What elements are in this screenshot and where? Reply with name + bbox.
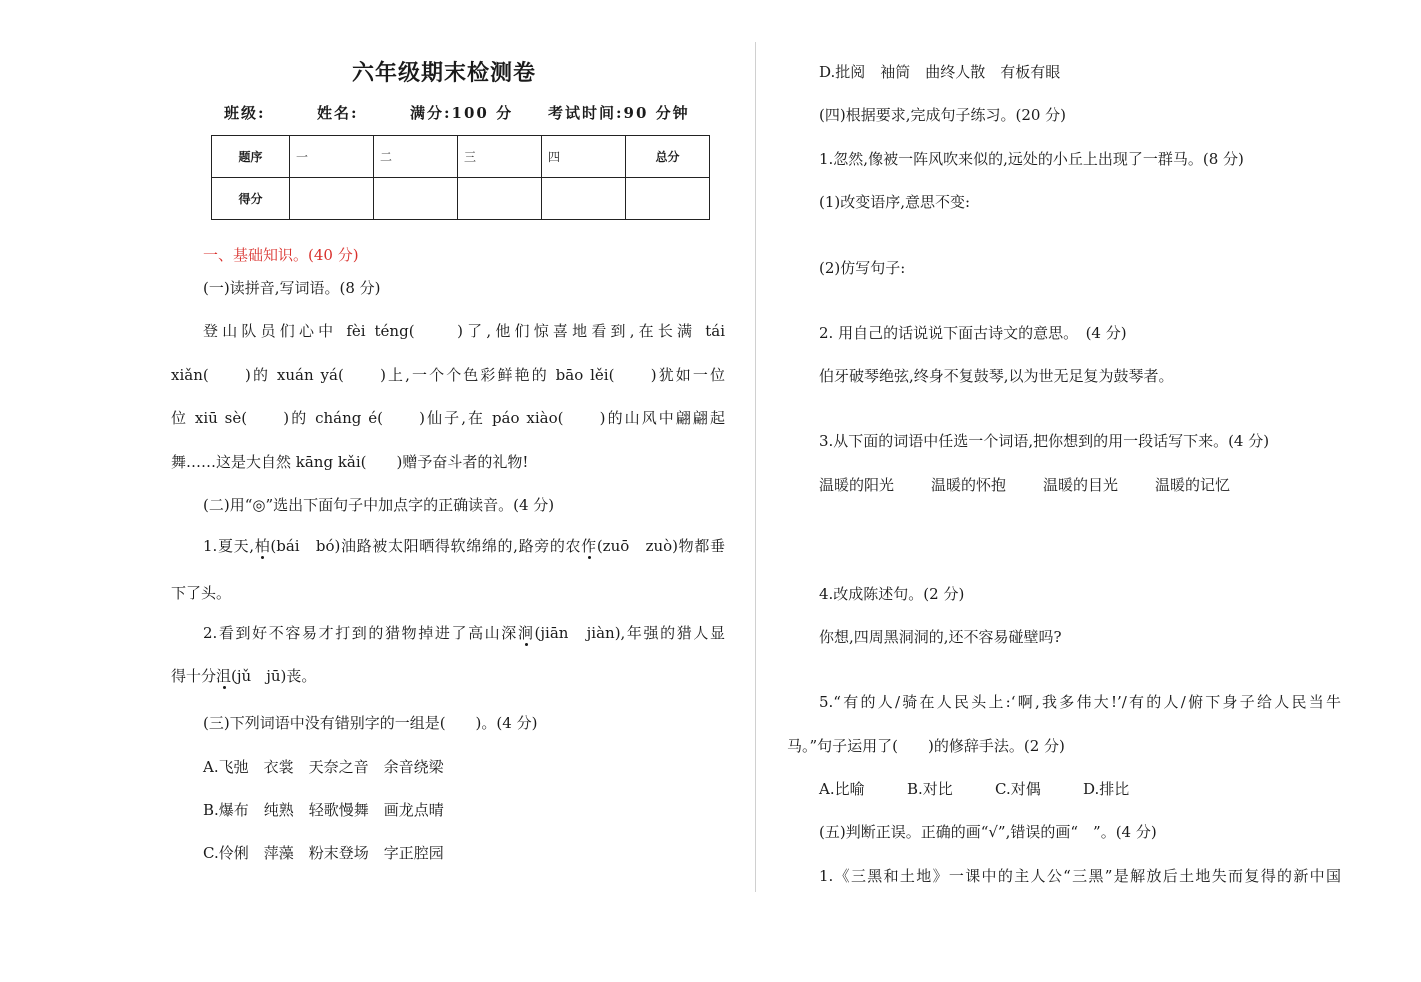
q1-line-3: 位 xiū sè( )的 cháng é( )仙子,在 páo xiào( )的山风中翩翩起 [171,409,725,427]
q4-5-line-2: 马。”句子运用了( )的修辞手法。(2 分) [787,737,1065,755]
q5-title: (五)判断正误。正确的画“√”,错误的画“ ”。(4 分) [819,823,1157,841]
score-cell-total: 总分 [626,136,710,178]
score-input-3[interactable] [458,178,542,220]
q2-title-part-1: (二)用“ [203,496,253,514]
q2-s1-text-a: 1.夏天, [203,537,255,555]
q4-1-part-b: (2)仿写句子: [819,259,906,277]
q2-s1-text-b: (bái bó)油路被太阳晒得软绵绵的,路旁的农 [270,537,582,555]
score-input-2[interactable] [374,178,458,220]
q3-option-c: C.伶俐 萍藻 粉末登场 字正腔园 [203,844,444,862]
q4-5-option-c: C.对偶 [995,780,1041,798]
q4-title: (四)根据要求,完成句子练习。(20 分) [819,106,1067,124]
q2-s1-dotted-char-2: 作 [581,537,597,555]
q2-s2-line2-b: (jǔ jū)丧。 [231,667,317,685]
q4-5-option-d: D.排比 [1083,780,1130,798]
q4-5-option-b: B.对比 [907,780,953,798]
score-table-header-row [212,136,710,178]
q4-5-option-a: A.比喻 [819,780,865,798]
score-table [211,135,710,220]
full-marks: 满分:100 分 [410,104,514,122]
q3-option-b: B.爆布 纯熟 轻歌慢舞 画龙点晴 [203,801,444,819]
score-input-total[interactable] [626,178,710,220]
q2-sentence-2 [203,622,725,643]
q3-option-d: D.批阅 袖筒 曲终人散 有板有眼 [819,63,1061,81]
q1-title: (一)读拼音,写词语。(8 分) [203,279,381,297]
score-row-label: 得分 [212,178,290,220]
q2-s2-text-b: (jiān jiàn),年强的猎人显 [534,624,725,642]
q2-s2-line2-a: 得十分 [171,667,217,685]
word-option-2: 温暖的怀抱 [931,476,1007,494]
q1-line-4: 舞……这是大自然 kāng kǎi( )赠予奋斗者的礼物! [171,453,529,471]
score-cell-1: 一 [290,136,374,178]
q1-line-1: 登山队员们心中 fèi téng( )了,他们惊喜地看到,在长满 tái [203,322,725,340]
score-table-score-row [212,178,710,220]
score-input-4[interactable] [542,178,626,220]
word-option-4: 温暖的记忆 [1155,476,1231,494]
q5-1: 1.《三黑和土地》一课中的主人公“三黑”是解放后土地失而复得的新中国 [819,867,1341,885]
q4-3-words [819,474,1230,495]
section-1-title: 一、基础知识。(40 分) [203,246,359,264]
score-cell-label: 题序 [212,136,290,178]
q2-s2-dotted-char-1: 涧 [517,624,535,642]
q2-s2-dotted-char-2: 沮 [216,667,232,685]
exam-time: 考试时间:90 分钟 [548,104,690,122]
q4-4: 4.改成陈述句。(2 分) [819,585,965,603]
name-label: 姓名: [317,104,359,122]
score-input-1[interactable] [290,178,374,220]
q2-sentence-1-line-2: 下了头。 [171,584,232,602]
q4-3: 3.从下面的词语中任选一个词语,把你想到的用一段话写下来。(4 分) [819,432,1270,450]
q2-title-char: ◎ [252,496,266,514]
q1-line-2: xiǎn( )的 xuán yá( )上,一个个色彩鲜艳的 bāo lěi( )犹如一位 [171,366,725,384]
exam-title: 六年级期末检测卷 [352,61,537,86]
class-label: 班级: [224,104,266,122]
q4-4-text: 你想,四周黑洞洞的,还不容易碰壁吗? [819,628,1062,646]
q3-title: (三)下列词语中没有错别字的一组是( )。(4 分) [203,714,538,732]
q2-s1-dotted-char-1: 柏 [254,537,271,555]
q4-2: 2. 用自己的话说说下面古诗文的意思。 (4 分) [819,324,1127,342]
q4-1: 1.忽然,像被一阵风吹来似的,远处的小丘上出现了一群马。(8 分) [819,150,1244,168]
q2-s2-text-a: 2.看到好不容易才打到的猎物掉进了高山深 [203,624,518,642]
word-option-1: 温暖的阳光 [819,476,895,494]
score-cell-4: 四 [542,136,626,178]
q2-title-part-2: ”选出下面句子中加点字的正确读音。(4 分) [265,496,555,514]
q4-1-part-a: (1)改变语序,意思不变: [819,193,971,211]
score-cell-3: 三 [458,136,542,178]
column-divider [755,42,756,892]
q2-title [203,494,554,515]
q2-s1-text-c: (zuō zuò)物都垂 [596,537,725,555]
q2-sentence-2-line-2 [171,665,316,686]
q4-5-line-1: 5.“有的人/骑在人民头上:‘啊,我多伟大!’/有的人/俯下身子给人民当牛 [819,693,1341,711]
q4-2-text: 伯牙破琴绝弦,终身不复鼓琴,以为世无足复为鼓琴者。 [819,367,1174,385]
q4-5-options [819,778,1129,799]
score-cell-2: 二 [374,136,458,178]
word-option-3: 温暖的目光 [1043,476,1119,494]
q2-sentence-1 [203,535,725,556]
q3-option-a: A.飞弛 衣裳 天奈之音 余音绕梁 [203,758,444,776]
